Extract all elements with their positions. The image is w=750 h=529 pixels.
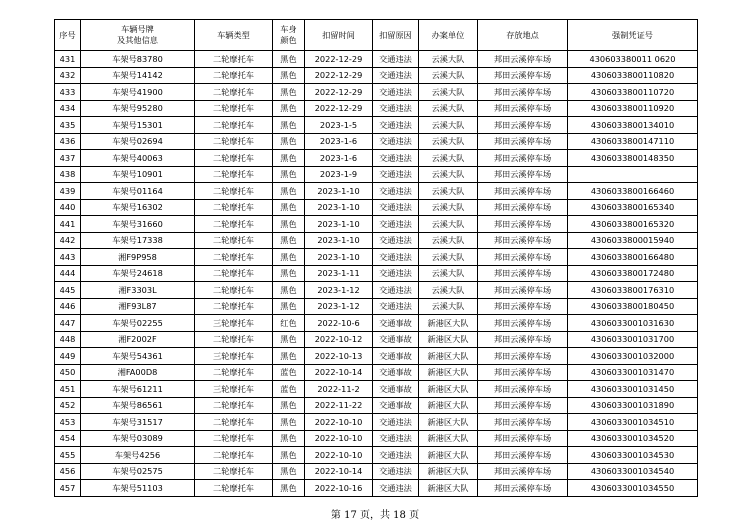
cell-color: 黑色: [273, 480, 305, 497]
cell-cert: 4306033001034550: [568, 480, 698, 497]
cell-unit: 新港区大队: [419, 397, 478, 414]
cell-location: 邦田云溪停车场: [478, 480, 568, 497]
cell-date: 2023-1-10: [305, 249, 373, 266]
cell-date: 2023-1-12: [305, 282, 373, 299]
cell-reason: 交通违法: [373, 298, 419, 315]
table-row: [55, 199, 698, 216]
cell-location: 邦田云溪停车场: [478, 166, 568, 183]
cell-type: 二轮摩托车: [195, 216, 273, 233]
cell-seq: 442: [55, 232, 81, 249]
cell-seq: 448: [55, 331, 81, 348]
cell-date: 2022-12-29: [305, 84, 373, 101]
cell-unit: 新港区大队: [419, 414, 478, 431]
cell-reason: 交通违法: [373, 447, 419, 464]
cell-date: 2022-10-14: [305, 463, 373, 480]
cell-color: 黑色: [273, 447, 305, 464]
table-row: [55, 51, 698, 68]
cell-seq: 446: [55, 298, 81, 315]
table-row: [55, 117, 698, 134]
cell-seq: 457: [55, 480, 81, 497]
cell-date: 2022-10-10: [305, 414, 373, 431]
cell-location: 邦田云溪停车场: [478, 364, 568, 381]
cell-plate: 车架号14142: [81, 67, 195, 84]
cell-type: 二轮摩托车: [195, 100, 273, 117]
cell-seq: 444: [55, 265, 81, 282]
table-row: [55, 150, 698, 167]
cell-color: 黑色: [273, 397, 305, 414]
table-row: [55, 298, 698, 315]
cell-unit: 云溪大队: [419, 216, 478, 233]
cell-type: 二轮摩托车: [195, 150, 273, 167]
cell-cert: 4306033800166460: [568, 183, 698, 200]
cell-color: 红色: [273, 315, 305, 332]
cell-seq: 438: [55, 166, 81, 183]
cell-plate: 车架号17338: [81, 232, 195, 249]
cell-color: 黑色: [273, 133, 305, 150]
cell-cert: 4306033001034530: [568, 447, 698, 464]
cell-reason: 交通事故: [373, 381, 419, 398]
cell-cert: 4306033001034540: [568, 463, 698, 480]
cell-location: 邦田云溪停车场: [478, 117, 568, 134]
cell-date: 2022-12-29: [305, 51, 373, 68]
cell-reason: 交通违法: [373, 265, 419, 282]
cell-location: 邦田云溪停车场: [478, 331, 568, 348]
header-unit: 办案单位: [419, 20, 478, 51]
cell-cert: 4306033800110720: [568, 84, 698, 101]
cell-cert: 4306033800180450: [568, 298, 698, 315]
cell-reason: 交通事故: [373, 315, 419, 332]
cell-location: 邦田云溪停车场: [478, 100, 568, 117]
table-row: [55, 397, 698, 414]
cell-unit: 云溪大队: [419, 183, 478, 200]
cell-cert: 4306033001031700: [568, 331, 698, 348]
cell-seq: 449: [55, 348, 81, 365]
cell-unit: 云溪大队: [419, 298, 478, 315]
cell-location: 邦田云溪停车场: [478, 348, 568, 365]
cell-color: 黑色: [273, 166, 305, 183]
cell-location: 邦田云溪停车场: [478, 397, 568, 414]
cell-date: 2023-1-6: [305, 150, 373, 167]
cell-date: 2022-11-2: [305, 381, 373, 398]
cell-location: 邦田云溪停车场: [478, 216, 568, 233]
cell-seq: 437: [55, 150, 81, 167]
cell-color: 黑色: [273, 117, 305, 134]
header-plate: [81, 20, 195, 51]
cell-plate: 车架号02255: [81, 315, 195, 332]
cell-location: 邦田云溪停车场: [478, 282, 568, 299]
cell-date: 2023-1-10: [305, 232, 373, 249]
cell-plate: 车架号54361: [81, 348, 195, 365]
cell-type: 二轮摩托车: [195, 397, 273, 414]
cell-reason: 交通违法: [373, 282, 419, 299]
cell-type: 二轮摩托车: [195, 117, 273, 134]
table-row: [55, 265, 698, 282]
cell-color: 黑色: [273, 265, 305, 282]
cell-plate: 湘F9P958: [81, 249, 195, 266]
cell-type: 二轮摩托车: [195, 249, 273, 266]
header-color-line1: 车身: [280, 24, 297, 34]
cell-unit: 云溪大队: [419, 133, 478, 150]
cell-seq: 456: [55, 463, 81, 480]
cell-date: 2022-10-14: [305, 364, 373, 381]
cell-type: 二轮摩托车: [195, 84, 273, 101]
cell-date: 2023-1-11: [305, 265, 373, 282]
cell-seq: 455: [55, 447, 81, 464]
cell-location: 邦田云溪停车场: [478, 133, 568, 150]
cell-type: 二轮摩托车: [195, 463, 273, 480]
cell-plate: 车架号31660: [81, 216, 195, 233]
cell-type: 二轮摩托车: [195, 430, 273, 447]
cell-seq: 441: [55, 216, 81, 233]
table-row: [55, 100, 698, 117]
cell-unit: 云溪大队: [419, 166, 478, 183]
cell-plate: 湘F2002F: [81, 331, 195, 348]
cell-color: 黑色: [273, 199, 305, 216]
cell-unit: 新港区大队: [419, 315, 478, 332]
cell-reason: 交通违法: [373, 100, 419, 117]
cell-unit: 云溪大队: [419, 100, 478, 117]
cell-color: 黑色: [273, 430, 305, 447]
cell-type: 三轮摩托车: [195, 315, 273, 332]
cell-unit: 云溪大队: [419, 117, 478, 134]
cell-cert: 4306033001034520: [568, 430, 698, 447]
cell-location: 邦田云溪停车场: [478, 232, 568, 249]
vehicle-detention-table: [54, 19, 698, 497]
cell-plate: 车架号02694: [81, 133, 195, 150]
header-date: 扣留时间: [305, 20, 373, 51]
cell-date: 2023-1-10: [305, 216, 373, 233]
cell-unit: 云溪大队: [419, 84, 478, 101]
cell-date: 2022-10-10: [305, 447, 373, 464]
table-row: [55, 133, 698, 150]
table-row: [55, 249, 698, 266]
cell-seq: 451: [55, 381, 81, 398]
cell-cert: 4306033001031630: [568, 315, 698, 332]
cell-color: 蓝色: [273, 364, 305, 381]
cell-color: 黑色: [273, 216, 305, 233]
cell-type: 二轮摩托车: [195, 133, 273, 150]
cell-color: 黑色: [273, 249, 305, 266]
header-plate-line2: 及其他信息: [117, 35, 158, 45]
cell-cert: 430603380011 0620: [568, 51, 698, 68]
cell-location: 邦田云溪停车场: [478, 430, 568, 447]
cell-type: 二轮摩托车: [195, 364, 273, 381]
cell-cert: 4306033800147110: [568, 133, 698, 150]
cell-cert: 4306033800110920: [568, 100, 698, 117]
cell-plate: 车架号41900: [81, 84, 195, 101]
table-row: [55, 430, 698, 447]
cell-reason: 交通违法: [373, 463, 419, 480]
cell-seq: 450: [55, 364, 81, 381]
cell-reason: 交通违法: [373, 480, 419, 497]
cell-location: 邦田云溪停车场: [478, 67, 568, 84]
cell-cert: 4306033800172480: [568, 265, 698, 282]
cell-reason: 交通违法: [373, 166, 419, 183]
cell-date: 2023-1-12: [305, 298, 373, 315]
cell-color: 黑色: [273, 463, 305, 480]
cell-date: 2022-10-16: [305, 480, 373, 497]
cell-type: 三轮摩托车: [195, 348, 273, 365]
cell-color: 黑色: [273, 348, 305, 365]
cell-location: 邦田云溪停车场: [478, 381, 568, 398]
cell-cert: 4306033001032000: [568, 348, 698, 365]
cell-reason: 交通违法: [373, 150, 419, 167]
cell-type: 二轮摩托车: [195, 331, 273, 348]
cell-unit: 云溪大队: [419, 282, 478, 299]
cell-cert: 4306033800148350: [568, 150, 698, 167]
table-header-row: [55, 20, 698, 51]
table-row: [55, 331, 698, 348]
cell-cert: 4306033001031450: [568, 381, 698, 398]
cell-plate: 车架号86561: [81, 397, 195, 414]
cell-reason: 交通违法: [373, 133, 419, 150]
cell-unit: 新港区大队: [419, 480, 478, 497]
header-plate-line1: 车辆号牌: [121, 24, 154, 34]
cell-seq: 436: [55, 133, 81, 150]
cell-cert: 4306033001034510: [568, 414, 698, 431]
cell-unit: 云溪大队: [419, 51, 478, 68]
cell-unit: 云溪大队: [419, 232, 478, 249]
table-row: [55, 232, 698, 249]
header-seq: 序号: [55, 20, 81, 51]
cell-color: 蓝色: [273, 381, 305, 398]
header-color: [273, 20, 305, 51]
table-row: [55, 282, 698, 299]
cell-cert: 4306033800166480: [568, 249, 698, 266]
cell-reason: 交通事故: [373, 331, 419, 348]
cell-location: 邦田云溪停车场: [478, 298, 568, 315]
cell-unit: 新港区大队: [419, 447, 478, 464]
cell-date: 2022-10-12: [305, 331, 373, 348]
cell-plate: 车架号51103: [81, 480, 195, 497]
cell-plate: 车架号61211: [81, 381, 195, 398]
cell-seq: 431: [55, 51, 81, 68]
cell-type: 二轮摩托车: [195, 414, 273, 431]
cell-color: 黑色: [273, 100, 305, 117]
cell-reason: 交通违法: [373, 199, 419, 216]
cell-cert: 4306033800015940: [568, 232, 698, 249]
cell-date: 2023-1-10: [305, 183, 373, 200]
cell-cert: 4306033800110820: [568, 67, 698, 84]
table-row: [55, 67, 698, 84]
cell-color: 黑色: [273, 51, 305, 68]
cell-reason: 交通违法: [373, 84, 419, 101]
cell-unit: 云溪大队: [419, 249, 478, 266]
cell-type: 三轮摩托车: [195, 381, 273, 398]
table-row: [55, 381, 698, 398]
cell-unit: 新港区大队: [419, 331, 478, 348]
cell-type: 二轮摩托车: [195, 183, 273, 200]
table-row: [55, 463, 698, 480]
table-body: [55, 51, 698, 497]
cell-seq: 433: [55, 84, 81, 101]
cell-location: 邦田云溪停车场: [478, 84, 568, 101]
cell-seq: 454: [55, 430, 81, 447]
cell-location: 邦田云溪停车场: [478, 199, 568, 216]
cell-cert: 4306033800176310: [568, 282, 698, 299]
table-row: [55, 447, 698, 464]
cell-plate: 车架号40063: [81, 150, 195, 167]
cell-type: 二轮摩托车: [195, 166, 273, 183]
cell-seq: 447: [55, 315, 81, 332]
cell-color: 黑色: [273, 67, 305, 84]
cell-type: 二轮摩托车: [195, 480, 273, 497]
cell-date: 2022-12-29: [305, 67, 373, 84]
cell-location: 邦田云溪停车场: [478, 315, 568, 332]
cell-date: 2022-10-6: [305, 315, 373, 332]
cell-seq: 435: [55, 117, 81, 134]
cell-color: 黑色: [273, 183, 305, 200]
cell-type: 二轮摩托车: [195, 51, 273, 68]
cell-color: 黑色: [273, 331, 305, 348]
cell-unit: 新港区大队: [419, 348, 478, 365]
cell-plate: 车架号10901: [81, 166, 195, 183]
cell-plate: 车架号03089: [81, 430, 195, 447]
cell-unit: 云溪大队: [419, 265, 478, 282]
cell-color: 黑色: [273, 84, 305, 101]
table-row: [55, 315, 698, 332]
header-type: 车辆类型: [195, 20, 273, 51]
cell-plate: 车架号83780: [81, 51, 195, 68]
cell-location: 邦田云溪停车场: [478, 150, 568, 167]
table-row: [55, 166, 698, 183]
table-row: [55, 414, 698, 431]
cell-seq: 443: [55, 249, 81, 266]
cell-plate: 湘F93L87: [81, 298, 195, 315]
cell-location: 邦田云溪停车场: [478, 51, 568, 68]
cell-cert: 4306033800165320: [568, 216, 698, 233]
cell-type: 二轮摩托车: [195, 265, 273, 282]
cell-color: 黑色: [273, 150, 305, 167]
header-color-line2: 颜色: [280, 35, 297, 45]
header-location: 存放地点: [478, 20, 568, 51]
table-row: [55, 480, 698, 497]
cell-plate: 湘F3303L: [81, 282, 195, 299]
cell-type: 二轮摩托车: [195, 282, 273, 299]
cell-reason: 交通事故: [373, 397, 419, 414]
cell-plate: 车架号15301: [81, 117, 195, 134]
cell-seq: 439: [55, 183, 81, 200]
cell-reason: 交通违法: [373, 414, 419, 431]
cell-location: 邦田云溪停车场: [478, 249, 568, 266]
cell-date: 2023-1-5: [305, 117, 373, 134]
table-row: [55, 183, 698, 200]
cell-location: 邦田云溪停车场: [478, 414, 568, 431]
cell-plate: 车架号01164: [81, 183, 195, 200]
cell-type: 二轮摩托车: [195, 199, 273, 216]
table-row: [55, 216, 698, 233]
cell-location: 邦田云溪停车场: [478, 265, 568, 282]
cell-reason: 交通违法: [373, 430, 419, 447]
header-reason: 扣留原因: [373, 20, 419, 51]
cell-date: 2022-12-29: [305, 100, 373, 117]
cell-seq: 440: [55, 199, 81, 216]
cell-reason: 交通违法: [373, 183, 419, 200]
cell-unit: 新港区大队: [419, 430, 478, 447]
cell-plate: 车架号16302: [81, 199, 195, 216]
cell-date: 2022-10-10: [305, 430, 373, 447]
cell-reason: 交通事故: [373, 348, 419, 365]
cell-reason: 交通违法: [373, 232, 419, 249]
cell-plate: 车架号4256: [81, 447, 195, 464]
cell-location: 邦田云溪停车场: [478, 183, 568, 200]
table-row: [55, 364, 698, 381]
cell-type: 二轮摩托车: [195, 298, 273, 315]
cell-date: 2023-1-9: [305, 166, 373, 183]
cell-seq: 432: [55, 67, 81, 84]
cell-seq: 445: [55, 282, 81, 299]
cell-cert: 4306033001031470: [568, 364, 698, 381]
cell-cert: [568, 166, 698, 183]
cell-seq: 453: [55, 414, 81, 431]
cell-color: 黑色: [273, 414, 305, 431]
cell-plate: 车架号24618: [81, 265, 195, 282]
cell-date: 2022-10-13: [305, 348, 373, 365]
cell-cert: 4306033001031890: [568, 397, 698, 414]
cell-type: 二轮摩托车: [195, 447, 273, 464]
cell-unit: 云溪大队: [419, 150, 478, 167]
cell-date: 2023-1-10: [305, 199, 373, 216]
cell-unit: 新港区大队: [419, 463, 478, 480]
cell-reason: 交通违法: [373, 51, 419, 68]
cell-color: 黑色: [273, 232, 305, 249]
page-footer: 第 17 页，共 18 页: [330, 510, 420, 521]
cell-location: 邦田云溪停车场: [478, 447, 568, 464]
cell-cert: 4306033800165340: [568, 199, 698, 216]
header-cert: 强制凭证号: [568, 20, 698, 51]
cell-unit: 云溪大队: [419, 199, 478, 216]
cell-reason: 交通违法: [373, 249, 419, 266]
cell-seq: 452: [55, 397, 81, 414]
cell-reason: 交通违法: [373, 216, 419, 233]
table-row: [55, 84, 698, 101]
cell-date: 2022-11-22: [305, 397, 373, 414]
cell-unit: 云溪大队: [419, 67, 478, 84]
cell-location: 邦田云溪停车场: [478, 463, 568, 480]
cell-type: 二轮摩托车: [195, 67, 273, 84]
cell-date: 2023-1-6: [305, 133, 373, 150]
cell-type: 二轮摩托车: [195, 232, 273, 249]
cell-color: 黑色: [273, 298, 305, 315]
cell-plate: 湘FA00D8: [81, 364, 195, 381]
cell-reason: 交通事故: [373, 364, 419, 381]
cell-plate: 车架号31517: [81, 414, 195, 431]
cell-color: 黑色: [273, 282, 305, 299]
cell-seq: 434: [55, 100, 81, 117]
table-row: [55, 348, 698, 365]
cell-unit: 新港区大队: [419, 364, 478, 381]
cell-plate: 车架号02575: [81, 463, 195, 480]
cell-cert: 4306033800134010: [568, 117, 698, 134]
cell-reason: 交通违法: [373, 117, 419, 134]
cell-plate: 车架号95280: [81, 100, 195, 117]
cell-reason: 交通违法: [373, 67, 419, 84]
cell-unit: 新港区大队: [419, 381, 478, 398]
